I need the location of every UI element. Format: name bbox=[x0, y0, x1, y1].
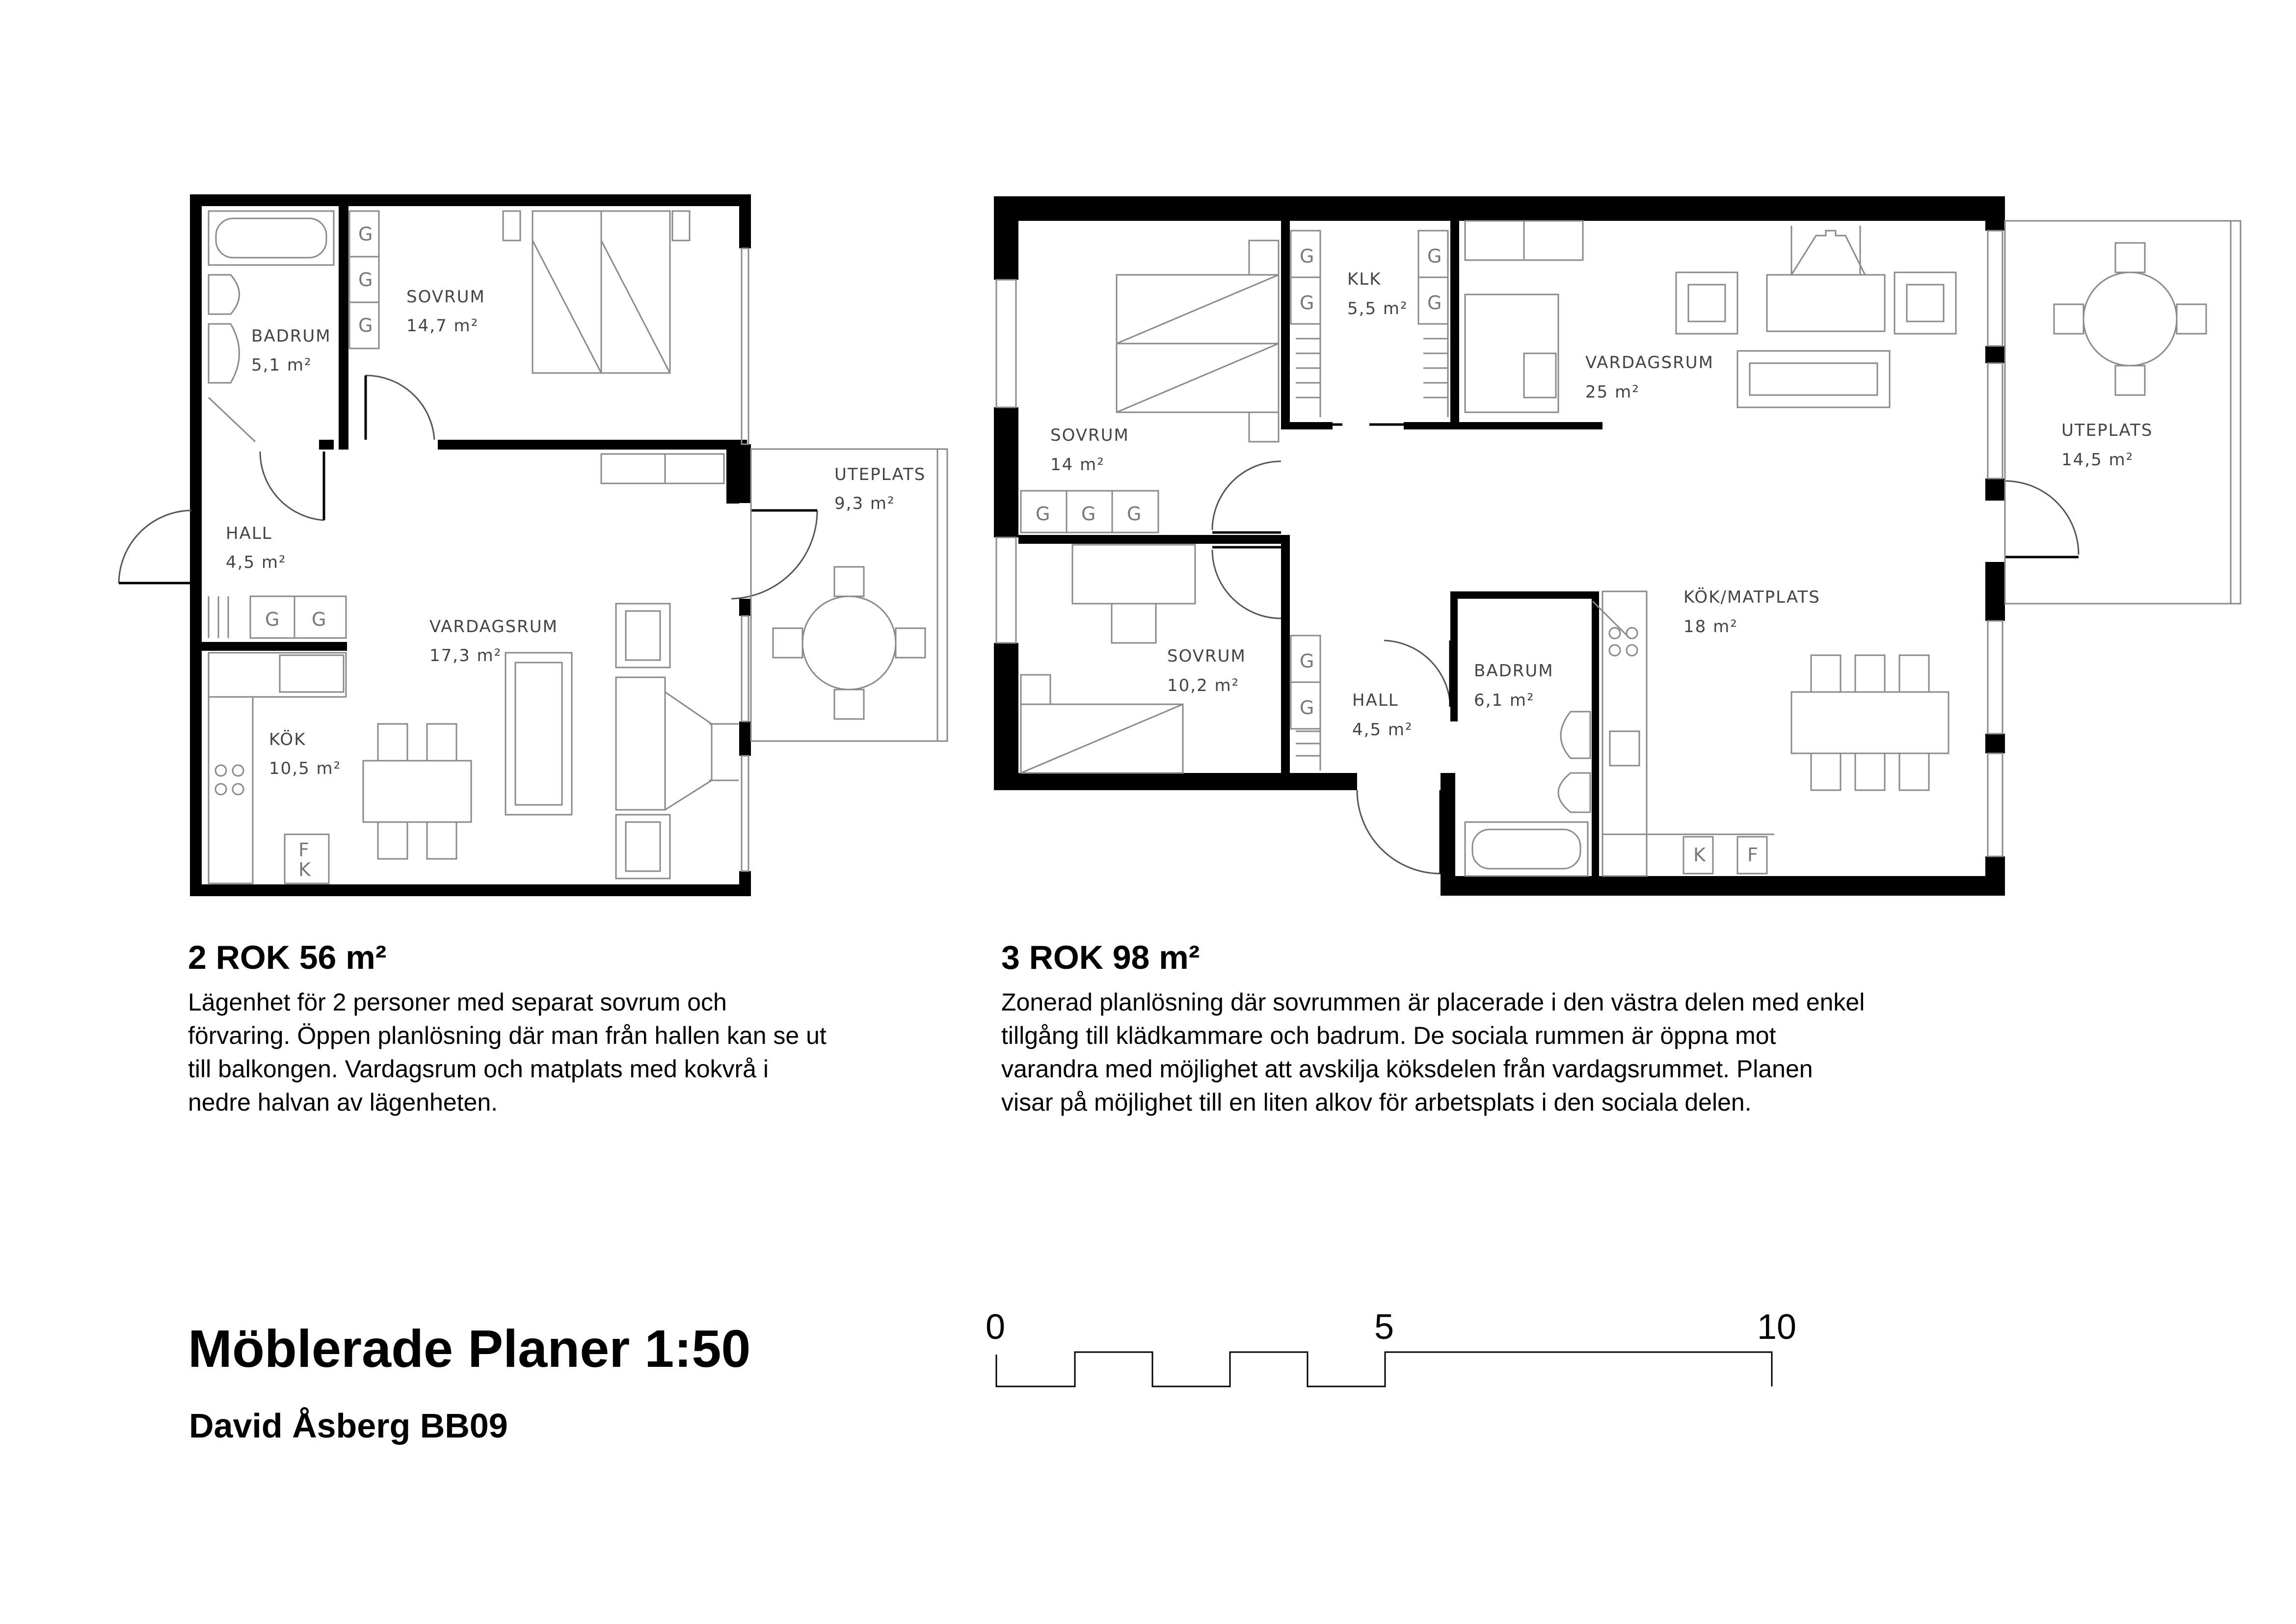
room-area-sovrum: 14,7 m² bbox=[406, 316, 479, 336]
plan-3rok-title: 3 ROK 98 m² bbox=[1001, 939, 1200, 976]
wardrobe-label: G bbox=[1300, 245, 1314, 267]
freezer-label: F bbox=[1747, 844, 1758, 866]
room-area-vardagsrum: 17,3 m² bbox=[429, 646, 502, 666]
plan-3rok-description: Zonerad planlösning där sovrummen är placerade i den västra delen med enkel tillgång till klädkammare och badrum. De sociala rummen är öppna mot varandra med möjlighet att avskilja köksdelen från vardagsrummet. Planen visar på möjlighet till en liten alkov för arbetsplats i den sociala delen. bbox=[1001, 988, 1865, 1116]
plan-3rok-living bbox=[1465, 221, 1956, 412]
plan-3rok-caption bbox=[1001, 938, 2130, 1119]
plan-2rok-wardrobes bbox=[209, 211, 379, 638]
plan-2rok-description: Lägenhet för 2 personer med separat sovrum och förvaring. Öppen planlösning där man från hallen kan se ut till balkongen. Vardagsrum och matplats med kokvrå i nedre halvan av lägenheten. bbox=[188, 988, 827, 1116]
plan-3rok-walls bbox=[994, 196, 2005, 896]
room-area-badrum: 6,1 m² bbox=[1474, 691, 1535, 710]
wardrobe-label: G bbox=[1427, 245, 1442, 267]
room-name-sovrum: SOVRUM bbox=[406, 287, 485, 307]
wardrobe-label: G bbox=[1081, 503, 1096, 525]
room-area-klk: 5,5 m² bbox=[1347, 299, 1408, 319]
room-area-vardagsrum: 25 m² bbox=[1585, 382, 1640, 402]
plan-3rok-terrace bbox=[2005, 221, 2241, 604]
room-name-sovrum2: SOVRUM bbox=[1167, 646, 1246, 666]
room-name-kok-matplats: KÖK/MATPLATS bbox=[1683, 587, 1820, 607]
room-area-uteplats: 14,5 m² bbox=[2061, 450, 2134, 470]
room-name-kok: KÖK bbox=[269, 730, 306, 749]
room-name-klk: KLK bbox=[1347, 269, 1382, 289]
scale-label-5: 5 bbox=[1374, 1307, 1394, 1347]
room-name-vardagsrum: VARDAGSRUM bbox=[1585, 353, 1714, 373]
scale-label-0: 0 bbox=[986, 1307, 1006, 1347]
wardrobe-label: G bbox=[1300, 650, 1314, 672]
room-name-vardagsrum: VARDAGSRUM bbox=[429, 617, 558, 637]
sheet-author: David Åsberg BB09 bbox=[189, 1407, 508, 1445]
room-area-hall: 4,5 m² bbox=[1352, 720, 1413, 740]
wardrobe-label: G bbox=[1036, 503, 1050, 525]
room-area-sovrum1: 14 m² bbox=[1050, 455, 1105, 475]
room-area-sovrum2: 10,2 m² bbox=[1167, 676, 1240, 695]
wardrobe-label: G bbox=[1300, 697, 1314, 719]
plan-3rok bbox=[994, 196, 2241, 896]
wardrobe-label: G bbox=[358, 269, 373, 291]
wardrobe-label: G bbox=[265, 609, 280, 630]
wardrobe-label: G bbox=[1300, 292, 1314, 314]
plan-2rok-living-furniture bbox=[506, 454, 739, 879]
room-area-kok: 10,5 m² bbox=[269, 759, 342, 778]
fridge-label: K bbox=[298, 859, 311, 880]
plan-2rok-bedroom-furniture bbox=[503, 211, 690, 373]
plan-2rok-windows bbox=[742, 248, 748, 871]
room-name-hall: HALL bbox=[1352, 691, 1399, 710]
room-name-hall: HALL bbox=[226, 524, 272, 543]
wardrobe-label: G bbox=[312, 609, 326, 630]
plan-2rok-dining bbox=[363, 724, 471, 859]
room-name-sovrum1: SOVRUM bbox=[1050, 426, 1129, 445]
sheet-title: Möblerade Planer 1:50 bbox=[188, 1319, 751, 1378]
wardrobe-label: G bbox=[358, 315, 373, 336]
plan-2rok-terrace bbox=[751, 449, 947, 741]
wardrobe-label: G bbox=[358, 223, 373, 245]
plan-2rok-room-labels bbox=[226, 287, 926, 778]
freezer-label: F bbox=[298, 839, 309, 861]
plan-2rok-title: 2 ROK 56 m² bbox=[188, 939, 387, 976]
room-area-uteplats: 9,3 m² bbox=[834, 494, 895, 513]
scale-label-10: 10 bbox=[1757, 1307, 1797, 1347]
room-name-badrum: BADRUM bbox=[1474, 661, 1554, 681]
plan-3rok-bedroom1 bbox=[1021, 240, 1279, 532]
plan-2rok-doors bbox=[119, 375, 817, 599]
room-area-kok-matplats: 18 m² bbox=[1683, 617, 1738, 637]
plan-3rok-doors bbox=[1212, 425, 2079, 874]
plan-2rok bbox=[119, 194, 947, 896]
room-name-badrum: BADRUM bbox=[251, 326, 331, 346]
room-area-hall: 4,5 m² bbox=[226, 553, 287, 572]
room-name-uteplats: UTEPLATS bbox=[2061, 421, 2153, 440]
wardrobe-label: G bbox=[1427, 292, 1442, 314]
room-area-badrum: 5,1 m² bbox=[251, 355, 312, 375]
fridge-label: K bbox=[1693, 844, 1706, 866]
plan-2rok-caption bbox=[188, 938, 924, 1119]
plan-3rok-kitchen bbox=[1602, 591, 1949, 876]
wardrobe-label: G bbox=[1127, 503, 1142, 525]
scale-bar bbox=[986, 1307, 1796, 1386]
room-name-uteplats: UTEPLATS bbox=[834, 465, 926, 484]
